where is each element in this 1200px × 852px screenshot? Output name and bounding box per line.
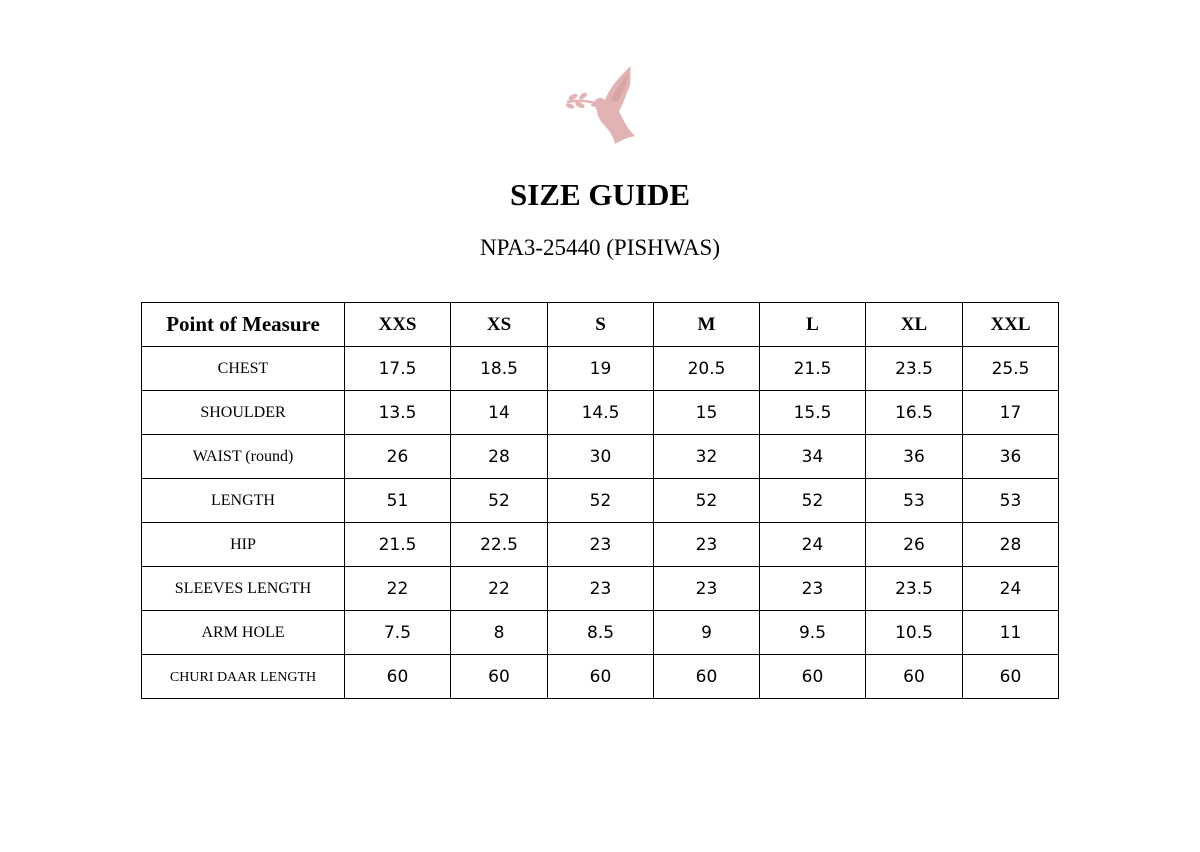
measure-value: 22 <box>451 567 548 611</box>
table-row <box>142 611 1059 655</box>
measure-label: CHEST <box>142 347 345 391</box>
page-title: SIZE GUIDE <box>509 177 691 212</box>
measure-value: 7.5 <box>345 611 451 655</box>
measure-value: 52 <box>451 479 548 523</box>
measure-value: 23 <box>654 523 760 567</box>
table-row <box>142 567 1059 611</box>
measure-value: 53 <box>963 479 1059 523</box>
measure-value: 8 <box>451 611 548 655</box>
measure-value: 17.5 <box>345 347 451 391</box>
measure-value: 23 <box>548 567 654 611</box>
table-row <box>142 391 1059 435</box>
measure-value: 23.5 <box>866 567 963 611</box>
table-row <box>142 435 1059 479</box>
measure-value: 36 <box>963 435 1059 479</box>
table-row <box>142 655 1059 699</box>
measure-value: 10.5 <box>866 611 963 655</box>
table-header-row <box>142 303 1059 347</box>
measure-value: 21.5 <box>345 523 451 567</box>
measure-value: 17 <box>963 391 1059 435</box>
measure-value: 11 <box>963 611 1059 655</box>
measure-value: 23 <box>760 567 866 611</box>
size-header-l: L <box>760 303 866 347</box>
product-code-subtitle: NPA3-25440 (PISHWAS) <box>479 235 721 260</box>
measure-value: 60 <box>654 655 760 699</box>
measure-value: 28 <box>451 435 548 479</box>
dove-logo-icon <box>553 60 649 152</box>
table-row <box>142 523 1059 567</box>
measure-value: 9.5 <box>760 611 866 655</box>
measure-value: 19 <box>548 347 654 391</box>
measure-value: 13.5 <box>345 391 451 435</box>
size-header-xl: XL <box>866 303 963 347</box>
measure-value: 25.5 <box>963 347 1059 391</box>
size-header-xxl: XXL <box>963 303 1059 347</box>
measure-value: 60 <box>866 655 963 699</box>
measure-label: LENGTH <box>142 479 345 523</box>
table-row <box>142 479 1059 523</box>
measure-value: 60 <box>963 655 1059 699</box>
measure-value: 52 <box>548 479 654 523</box>
measure-label: WAIST (round) <box>142 435 345 479</box>
measure-value: 51 <box>345 479 451 523</box>
measure-value: 30 <box>548 435 654 479</box>
measure-value: 52 <box>654 479 760 523</box>
measure-value: 21.5 <box>760 347 866 391</box>
size-header-m: M <box>654 303 760 347</box>
measure-value: 26 <box>345 435 451 479</box>
measure-value: 24 <box>760 523 866 567</box>
measure-value: 15 <box>654 391 760 435</box>
measure-value: 15.5 <box>760 391 866 435</box>
measure-label: ARM HOLE <box>142 611 345 655</box>
measure-value: 22 <box>345 567 451 611</box>
measure-value: 14.5 <box>548 391 654 435</box>
size-header-s: S <box>548 303 654 347</box>
size-header-xxs: XXS <box>345 303 451 347</box>
measure-value: 18.5 <box>451 347 548 391</box>
table-row <box>142 347 1059 391</box>
size-guide-table <box>141 302 1059 699</box>
measure-value: 32 <box>654 435 760 479</box>
measure-value: 14 <box>451 391 548 435</box>
measure-value: 23 <box>654 567 760 611</box>
measure-value: 28 <box>963 523 1059 567</box>
measure-value: 26 <box>866 523 963 567</box>
measure-value: 60 <box>760 655 866 699</box>
measure-value: 60 <box>548 655 654 699</box>
measure-value: 22.5 <box>451 523 548 567</box>
measure-value: 23 <box>548 523 654 567</box>
measure-value: 53 <box>866 479 963 523</box>
measure-value: 20.5 <box>654 347 760 391</box>
measure-value: 34 <box>760 435 866 479</box>
measure-value: 60 <box>451 655 548 699</box>
measure-label: CHURI DAAR LENGTH <box>142 655 345 699</box>
measure-value: 9 <box>654 611 760 655</box>
measure-value: 60 <box>345 655 451 699</box>
point-of-measure-header: Point of Measure <box>142 303 345 347</box>
measure-value: 8.5 <box>548 611 654 655</box>
measure-value: 36 <box>866 435 963 479</box>
measure-label: SLEEVES LENGTH <box>142 567 345 611</box>
measure-value: 16.5 <box>866 391 963 435</box>
measure-value: 23.5 <box>866 347 963 391</box>
measure-label: HIP <box>142 523 345 567</box>
measure-value: 24 <box>963 567 1059 611</box>
size-header-xs: XS <box>451 303 548 347</box>
measure-label: SHOULDER <box>142 391 345 435</box>
measure-value: 52 <box>760 479 866 523</box>
